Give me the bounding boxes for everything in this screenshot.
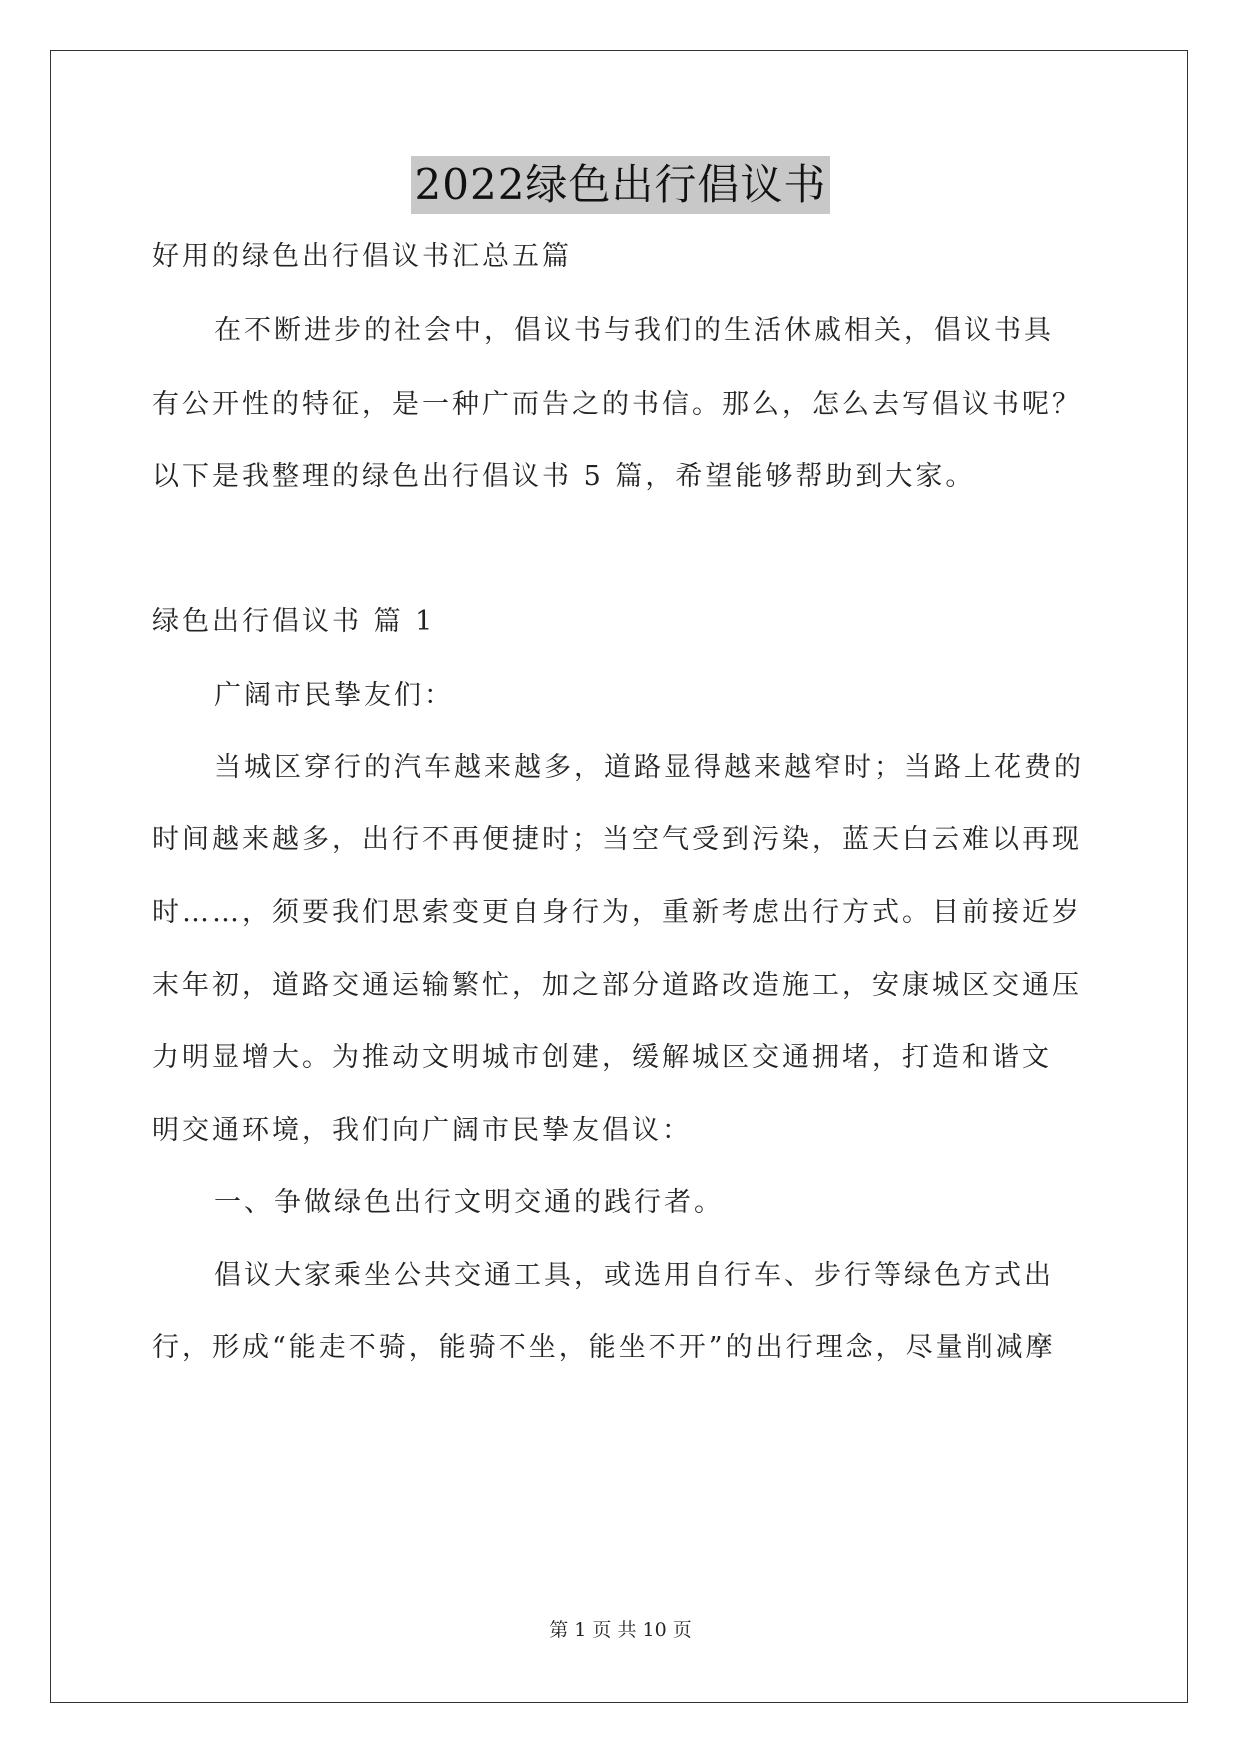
point-1: 一、争做绿色出行文明交通的践行者。 [214, 1187, 724, 1218]
document-title-wrap [0, 156, 1241, 214]
page-border [50, 50, 1188, 1703]
intro-line-2: 有公开性的特征，是一种广而告之的书信。那么，怎么去写倡议书呢？ [152, 389, 1082, 420]
paragraph-2-line-1: 倡议大家乘坐公共交通工具，或选用自行车、步行等绿色方式出 [214, 1260, 1054, 1291]
page-number-label: 第 1 页 共 10 页 [549, 1619, 692, 1641]
document-title: 2022绿色出行倡议书 [411, 156, 831, 214]
paragraph-1-line-6: 明交通环境，我们向广阔市民挚友倡议： [152, 1115, 692, 1146]
paragraph-1-line-2: 时间越来越多，出行不再便捷时；当空气受到污染，蓝天白云难以再现 [152, 824, 1082, 855]
section-heading: 绿色出行倡议书 篇 1 [152, 606, 436, 637]
intro-line-3: 以下是我整理的绿色出行倡议书 5 篇，希望能够帮助到大家。 [152, 461, 976, 492]
subtitle: 好用的绿色出行倡议书汇总五篇 [152, 241, 572, 272]
paragraph-1-line-1: 当城区穿行的汽车越来越多，道路显得越来越窄时；当路上花费的 [214, 752, 1084, 783]
paragraph-1-line-3: 时……，须要我们思索变更自身行为，重新考虑出行方式。目前接近岁 [152, 897, 1082, 928]
intro-line-1: 在不断进步的社会中，倡议书与我们的生活休戚相关，倡议书具 [214, 315, 1054, 346]
paragraph-2-line-2: 行，形成“能走不骑，能骑不坐，能坐不开”的出行理念，尽量削减摩 [152, 1332, 1056, 1363]
page-footer [0, 1618, 1241, 1642]
paragraph-1-line-4: 末年初，道路交通运输繁忙，加之部分道路改造施工，安康城区交通压 [152, 970, 1082, 1001]
salutation: 广阔市民挚友们： [214, 680, 454, 711]
paragraph-1-line-5: 力明显增大。为推动文明城市创建，缓解城区交通拥堵，打造和谐文 [152, 1042, 1052, 1073]
